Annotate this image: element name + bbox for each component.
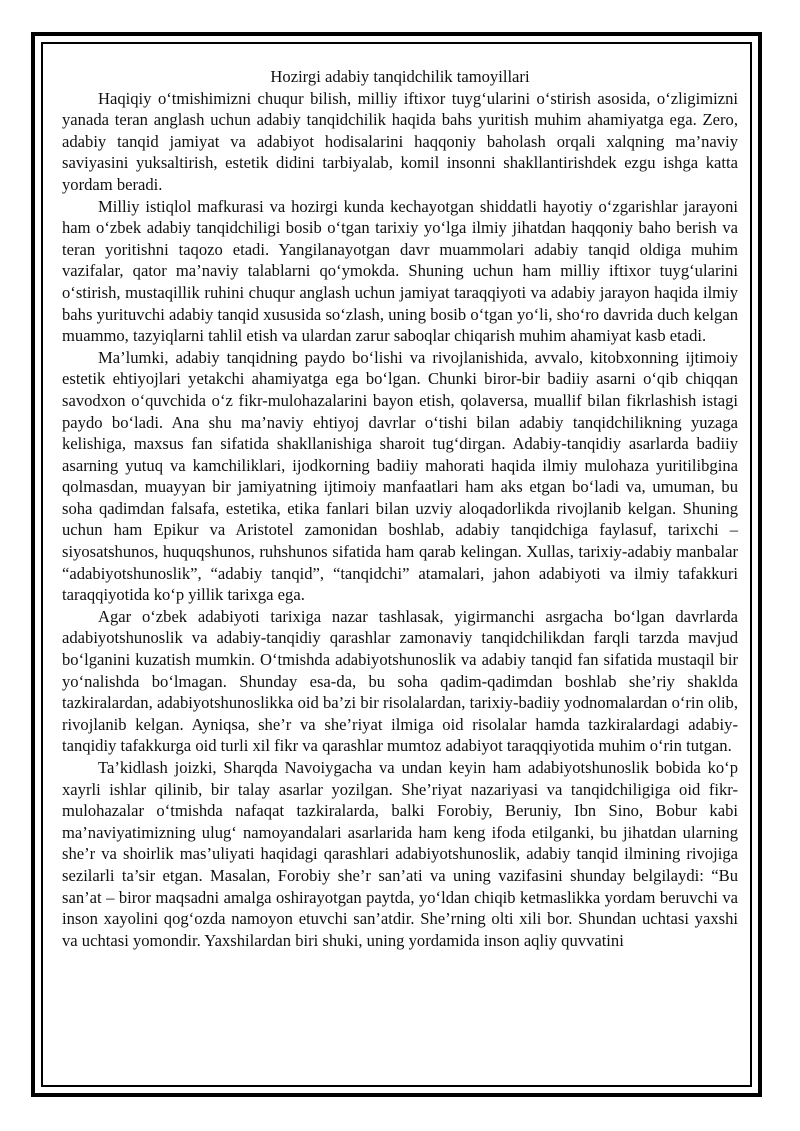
document-body — [62, 66, 738, 951]
paragraph-5: Ta’kidlash joizki, Sharqda Navoiygacha va undan keyin ham adabiyotshunoslik bobida ko‘p xayrli ishlar qilinib, bir talay asarlar yozilgan. She’riyat nazariyasi va tanqidchiligiga oid fikr-mulohazalar o‘tmishda nafaqat tazkiralarda, balki Forobiy, Beruniy, Ibn Sino, Bobur kabi ma’naviyatimizning ulug‘ namoyandalari asarlarida ham keng ifoda etilganki, bu jihatdan ularning she’r va shoirlik mas’uliyati haqidagi qarashlari adabiyotshunoslik, adabiy tanqid ilmining rivojiga sezilarli ta’sir etgan. Masalan, Forobiy she’r san’ati va uning vazifasini shunday belgilaydi: “Bu san’at – biror maqsadni amalga oshirayotgan paytda, yo‘ldan chiqib ketmaslikka yordam beruvchi va inson xayolini qog‘ozda namoyon etuvchi san’atdir. She’rning olti xili bor. Shundan uchtasi yaxshi va uchtasi yomondir. Yaxshilardan biri shuki, uning yordamida inson aqliy quvvatini — [62, 758, 738, 950]
paragraph-3: Ma’lumki, adabiy tanqidning paydo bo‘lishi va rivojlanishida, avvalo, kitobxonning ijtimoiy estetik ehtiyojlari yetakchi ahamiyatga ega bo‘lgan. Chunki biror-bir badiiy asarni o‘qib chiqqan savodxon o‘quvchida o‘z fikr-mulohazalarini bayon etish, qolaversa, muallif bilan fikrlashish istagi paydo bo‘ladi. Ana shu ma’naviy ehtiyoj davrlar o‘tishi bilan adabiy tanqidchilikning yuzaga kelishiga, maxsus fan sifatida shakllanishiga sharoit tug‘dirgan. Adabiy-tanqidiy asarlarda badiiy asarning yutuq va kamchiliklari, ijodkorning badiiy mahorati haqida ilmiy mulohaza yuritilibgina qolmasdan, muayyan bir jamiyatning ijtimoiy manfaatlari ham aks etgan bo‘ladi va, umuman, bu soha qadimdan falsafa, estetika, etika fanlari bilan uzviy aloqadorlikda rivojlanib kelgan. Shuning uchun ham Epikur va Aristotel zamonidan boshlab, adabiy tanqidchiga faylasuf, tarixchi – siyosatshunos, huquqshunos, ruhshunos sifatida ham qarab kelingan. Xullas, tarixiy-adabiy manbalar “adabiyotshunoslik”, “adabiy tanqid”, “tanqidchi” atamalari, jahon adabiyoti va ilmiy tafakkuri taraqqiyotida ko‘p yillik tarixga ega. — [62, 347, 738, 605]
document-title: Hozirgi adabiy tanqidchilik tamoyillari — [270, 67, 530, 86]
paragraph-2: Milliy istiqlol mafkurasi va hozirgi kunda kechayotgan shiddatli hayotiy o‘zgarishlar jarayoni ham o‘zbek adabiy tanqidchiligi bosib o‘tgan tarixiy yo‘lga ilmiy jihatdan haqqoniy baho berish va teran yoritishni taqozo etadi. Yangilanayotgan davr muammolari adabiy tanqid oldiga muhim vazifalar, qator ma’naviy talablarni qo‘ymokda. Shuning uchun ham milliy iftixor tuyg‘ularini o‘stirish, mustaqillik ruhini chuqur anglash uchun jamiyat taraqqiyoti va adabiy jarayon haqida ilmiy bahs yurituvchi adabiy tanqid xususida so‘zlash, uning bosib o‘tgan yo‘li, sho‘ro davrida duch kelgan muammo, tazyiqlarni tahlil etish va ulardan zarur saboqlar chiqarish muhim ahamiyat kasb etadi. — [62, 196, 738, 346]
paragraph-4: Agar o‘zbek adabiyoti tarixiga nazar tashlasak, yigirmanchi asrgacha bo‘lgan davrlarda adabiyotshunoslik va adabiy-tanqidiy qarashlar zamonaviy tanqidchilikdan farqli tarzda mavjud bo‘lganini kuzatish mumkin. O‘tmishda adabiyotshunoslik va adabiy tanqid fan sifatida mustaqil bir yo‘nalishda bo‘lmagan. Shunday esa-da, bu soha qadim-qadimdan boshlab she’riy shaklda tazkiralardan, adabiyotshunoslikka oid ba’zi bir risolalardan, tarixiy-badiiy yodnomalardan o‘rin olib, rivojlanib kelgan. Ayniqsa, she’r va she’riyat ilmiga oid risolalar hamda tazkiralardagi adabiy-tanqidiy tafakkurga oid turli xil fikr va qarashlar mumtoz adabiyot taraqqiyotida muhim o‘rin tutgan. — [62, 606, 738, 756]
paragraph-1: Haqiqiy o‘tmishimizni chuqur bilish, milliy iftixor tuyg‘ularini o‘stirish asosida, o‘zligimizni yanada teran anglash uchun adabiy tanqidchilik haqida bahs yuritish muhim ahamiyatga ega. Zero, adabiy tanqid jamiyat va adabiyot hodisalarini haqqoniy baholash orqali xalqning ma’naviy saviyasini yuksaltirish, estetik didini tarbiyalab, komil insonni shakllantirishdek ezgu ishga katta yordam beradi. — [62, 88, 738, 194]
